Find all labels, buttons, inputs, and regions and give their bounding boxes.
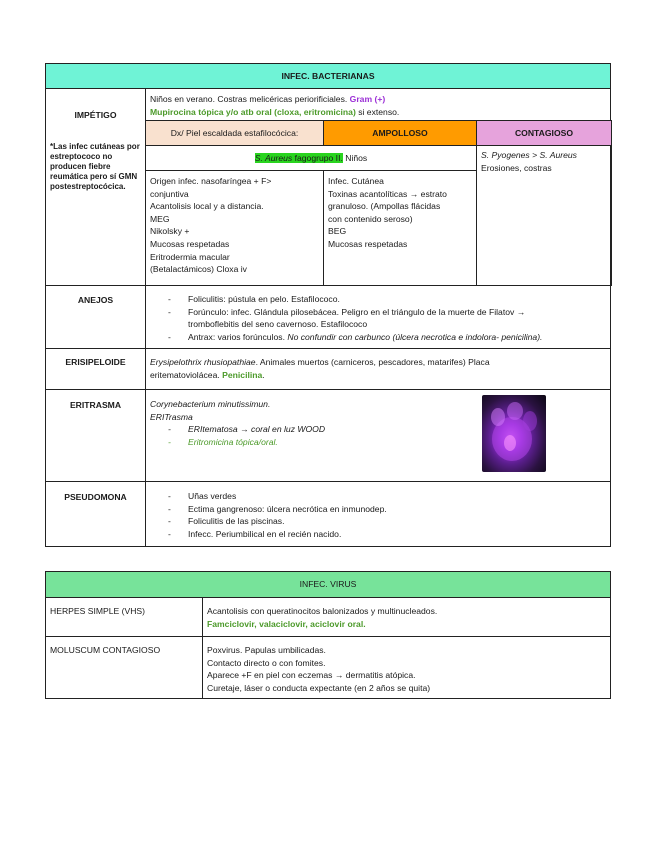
anejos-label: ANEJOS (46, 286, 146, 349)
molusco-line: Curetaje, láser o conducta expectante (en 2 años se quita) (207, 682, 431, 693)
dx-label: Dx/ Piel escaldada estafilocócica: (146, 121, 324, 146)
contagioso-header: CONTAGIOSO (477, 121, 612, 146)
foot-silhouette (482, 395, 546, 472)
eritrasma-content (146, 390, 611, 482)
list-item: - Infecc. Periumbilical en el recién nacido. (150, 528, 606, 541)
wood-lamp-photo (482, 395, 546, 472)
bacterial-header: INFEC. BACTERIANAS (46, 64, 611, 89)
anejos-content (146, 286, 611, 349)
herpes-line1: Acantolisis con queratinocitos balonizados y multinucleados. (207, 606, 438, 616)
ampolloso-detail-cell (324, 171, 477, 286)
erisipeloide-content: Erysipelothrix rhusiopathiae. Animales muertos (carniceros, pescadores, matarifes) Placa eritematoviolácea. Penicilina. (146, 349, 611, 390)
impetigo-label-cell (46, 89, 146, 286)
list-item: - Antrax: varios forúnculos. No confundir con carbunco (úlcera necrotica e indolora- penicilina). (150, 331, 606, 344)
mid-line: con contenido seroso) (328, 213, 413, 224)
mid-line: granuloso. (Ampollas flácidas (328, 201, 441, 212)
pyogenes-text: S. Pyogenes > S. Aureus (481, 150, 577, 160)
mid-line: BEG (328, 226, 347, 237)
impetigo-subtable (145, 120, 612, 286)
molusco-line: Aparece +F en piel con eczemas → dermatitis atópica. (207, 670, 416, 681)
pseudomona-content (146, 482, 611, 547)
erosiones-text: Erosiones, costras (481, 162, 552, 173)
left-line: MEG (150, 213, 170, 224)
left-line: (Betalactámicos) Cloxa iv (150, 264, 247, 275)
bacterial-infections-table (45, 63, 611, 547)
ampolloso-origin-cell (146, 171, 324, 286)
list-item: - Ectima gangrenoso: úlcera necrótica en inmunodep. (150, 503, 606, 516)
herpes-content (203, 598, 611, 637)
impetigo-label: IMPÉTIGO (74, 110, 117, 120)
herpes-label: HERPES SIMPLE (VHS) (46, 598, 203, 637)
virus-infections-table (45, 571, 611, 699)
pseudomona-label: PSEUDOMONA (46, 482, 146, 547)
mid-line: Infec. Cutánea (328, 176, 384, 186)
impetigo-line2: Mupirocina tópica y/o atb oral (cloxa, eritromicina) si extenso. (150, 106, 400, 117)
left-line: Nikolsky + (150, 226, 190, 237)
left-line: Eritrodermia macular (150, 251, 230, 262)
impetigo-content (146, 89, 611, 286)
molusco-content (203, 637, 611, 699)
saureus-row: S. Aureus fagogrupo II. Niños (146, 146, 477, 171)
herpes-treatment: Famciclovir, valaciclovir, aciclovir oral. (207, 618, 366, 629)
virus-header: INFEC. VIRUS (46, 572, 611, 598)
molusco-line: Contacto directo o con fomites. (207, 657, 326, 668)
eritrasma-label: ERITRASMA (46, 390, 146, 482)
eritrasma-acronym: ERITrasma (150, 411, 193, 422)
contagioso-content (477, 146, 612, 286)
mid-line: Mucosas respetadas (328, 238, 408, 249)
impetigo-line1: Niños en verano. Costras melicéricas periorificiales. Gram (+) (150, 94, 386, 104)
list-item: - Foliculitis: pústula en pelo. Estafilococo. (150, 293, 606, 306)
list-item: - Eritromicina tópica/oral. (150, 436, 606, 449)
left-line: conjuntiva (150, 188, 189, 199)
list-item: - Foliculitis de las piscinas. (150, 515, 606, 528)
list-item: - ERItematosa → coral en luz WOOD (150, 423, 606, 436)
left-line: Origen infec. nasofaríngea + F> (150, 176, 272, 186)
ampolloso-header: AMPOLLOSO (324, 121, 477, 146)
penicilina-text: Penicilina (222, 369, 263, 380)
list-item: - Uñas verdes (150, 490, 606, 503)
list-item: - Forúnculo: infec. Glándula pilosebácea. Peligro en el triángulo de la muerte de Filatov → tromboflebitis del seno cavernoso. Estafilococo (150, 306, 606, 331)
gram-positive: Gram (+) (349, 94, 386, 104)
molusco-line: Poxvirus. Papulas umbilicadas. (207, 645, 326, 655)
molusco-label: MOLUSCUM CONTAGIOSO (46, 637, 203, 699)
erisipeloide-label: ERISIPELOIDE (46, 349, 146, 390)
impetigo-note: *Las infec cutáneas por estreptococo no producen fiebre reumática pero sí GMN postestreptocócica. (50, 141, 140, 192)
saureus-name: S. Aureus (254, 152, 293, 163)
left-line: Mucosas respetadas (150, 238, 230, 249)
left-line: Acantolisis local y a distancia. (150, 201, 264, 212)
mid-line: Toxinas acantolíticas → estrato (328, 188, 447, 199)
corynebacterium-text: Corynebacterium minutissimun. (150, 399, 271, 409)
